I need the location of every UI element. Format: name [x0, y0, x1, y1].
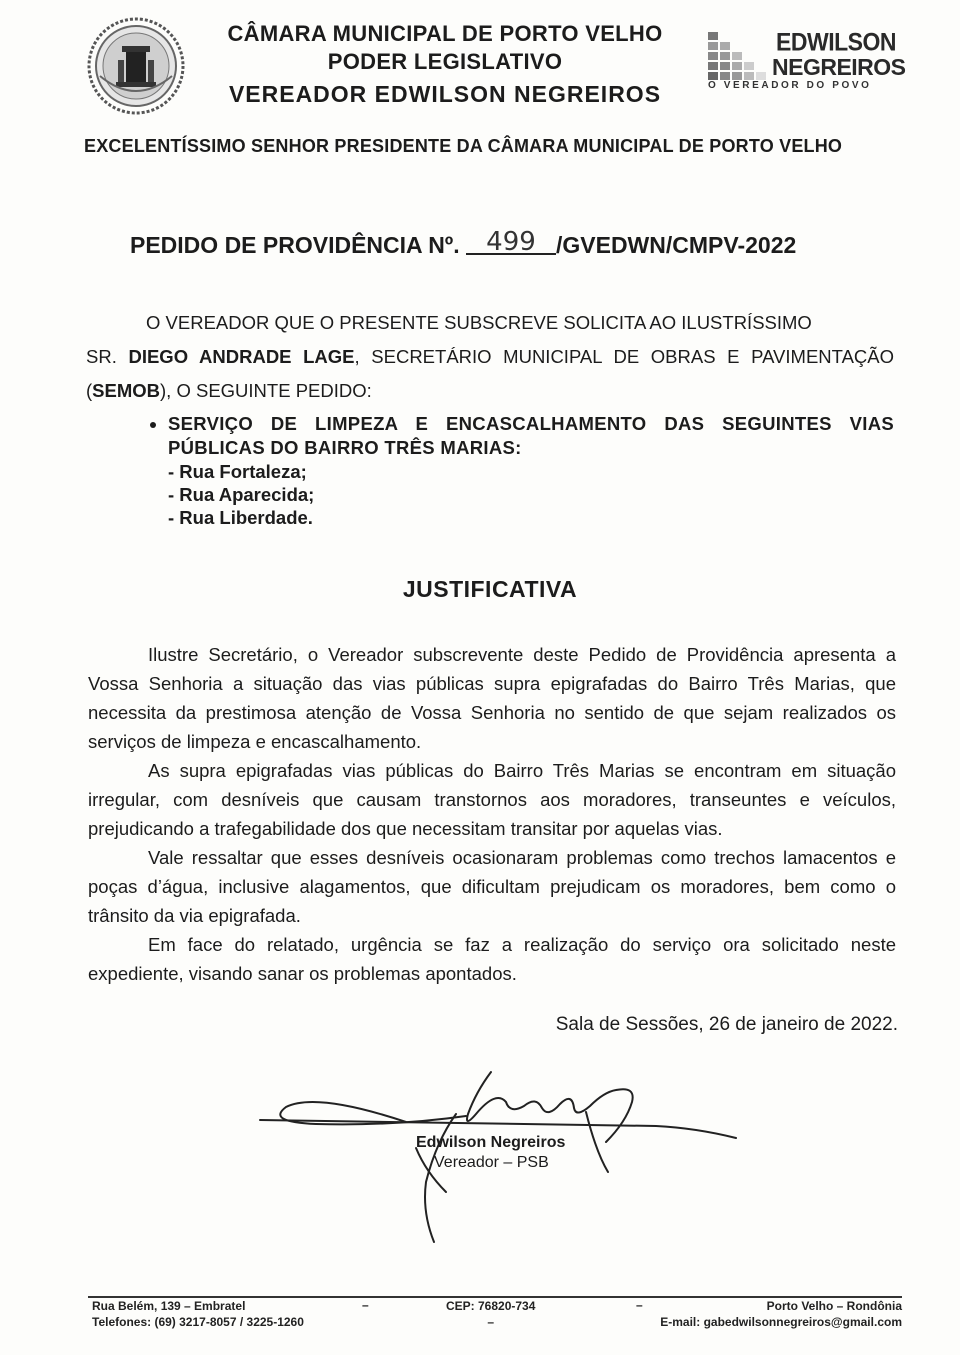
request-list — [140, 412, 894, 529]
footer-address: Rua Belém, 139 – Embratel — [92, 1299, 246, 1313]
footer-location — [660, 1298, 902, 1330]
title-prefix: PEDIDO DE PROVIDÊNCIA Nº. — [130, 232, 460, 258]
title-suffix: /GVEDWN/CMPV-2022 — [555, 232, 797, 258]
logo-name — [772, 27, 906, 80]
handwritten-signature — [256, 1052, 756, 1252]
signer-role: Vereador – PSB — [434, 1154, 549, 1171]
footer-separator: – — [636, 1298, 643, 1312]
justification-title: JUSTIFICATIVA — [402, 576, 578, 602]
intro-paragraph — [86, 306, 894, 408]
footer-city: Porto Velho – Rondônia — [766, 1299, 902, 1313]
logo-bars-icon — [706, 30, 768, 82]
logo-tagline: O VEREADOR DO POVO — [708, 80, 872, 91]
institution-name: CÂMARA MUNICIPAL DE PORTO VELHO — [227, 21, 663, 46]
justification-paragraph: Ilustre Secretário, o Vereador subscrevente deste Pedido de Providência apresenta a Vossa Senhoria a situação das vias públicas supra epigrafadas do Bairro Três Marias, que necessita da prestimosa atenção de Vossa Senhoria no sentido de que sejam realizados os serviços de limpeza e encascalhamento. — [88, 644, 896, 752]
street-item: - Rua Aparecida; — [168, 484, 315, 505]
councilman-name: VEREADOR EDWILSON NEGREIROS — [228, 81, 662, 107]
councilman-logo — [706, 27, 906, 100]
place-date: Sala de Sessões, 26 de janeiro de 2022. — [555, 1014, 898, 1035]
intro-line-1: O VEREADOR QUE O PRESENTE SUBSCREVE SOLICITA AO ILUSTRÍSSIMO — [146, 312, 812, 333]
footer-phones: Telefones: (69) 3217-8057 / 3225-1260 — [92, 1315, 304, 1329]
header-titles — [205, 20, 685, 108]
secretariat-acronym: SEMOB — [92, 380, 161, 401]
logo-name-last: NEGREIROS — [772, 54, 906, 80]
justification-paragraph: Vale ressaltar que esses desníveis ocasionaram problemas como trechos lamacentos e poças d’água, inclusive alagamentos, que dificultam prejudicam os moradores, bem como o trânsito da via epigrafada. — [88, 847, 896, 926]
intro-end: ), O SEGUINTE PEDIDO: — [160, 380, 372, 401]
secretary-name: DIEGO ANDRADE LAGE — [128, 346, 355, 367]
secretary-role: , SECRETÁRIO MUNICIPAL DE OBRAS E PAVIMENTAÇÃO ( — [86, 346, 894, 401]
justification-text — [88, 640, 896, 988]
footer-contact — [92, 1298, 304, 1330]
justification-paragraph: As supra epigrafadas vias públicas do Bairro Três Marias se encontram em situação irregular, com desníveis que causam transtornos aos moradores, transeuntes e veículos, prejudicando a trafegabilidade dos que necessitam transitar por aquelas vias. — [88, 760, 896, 839]
request-title — [130, 227, 797, 259]
addressee: EXCELENTÍSSIMO SENHOR PRESIDENTE DA CÂMARA MUNICIPAL DE PORTO VELHO — [84, 136, 843, 156]
municipal-seal-icon — [86, 16, 186, 116]
footer-separator: – — [487, 1315, 495, 1329]
intro-sr: SR. — [86, 346, 117, 367]
logo-name-first: EDWILSON — [776, 27, 896, 56]
street-list — [168, 460, 894, 529]
request-number: 499 — [466, 231, 556, 255]
street-item: - Rua Liberdade. — [168, 507, 313, 528]
footer-separator: – — [362, 1298, 369, 1312]
signer-name: Edwilson Negreiros — [416, 1134, 566, 1151]
footer-email: E-mail: gabedwilsonnegreiros@gmail.com — [660, 1315, 902, 1329]
footer-cep-text: CEP: 76820-734 — [446, 1299, 536, 1313]
request-item: • SERVIÇO DE LIMPEZA E ENCASCALHAMENTO DAS SEGUINTES VIAS PÚBLICAS DO BAIRRO TRÊS MARIAS: — [168, 412, 894, 460]
intro-rest — [86, 340, 894, 408]
street-item: - Rua Fortaleza; — [168, 461, 307, 482]
legislative-power: PODER LEGISLATIVO — [327, 49, 563, 74]
justification-paragraph: Em face do relatado, urgência se faz a realização do serviço ora solicitado neste expediente, visando sanar os problemas apontados. — [88, 934, 896, 984]
footer-cep — [446, 1298, 535, 1330]
